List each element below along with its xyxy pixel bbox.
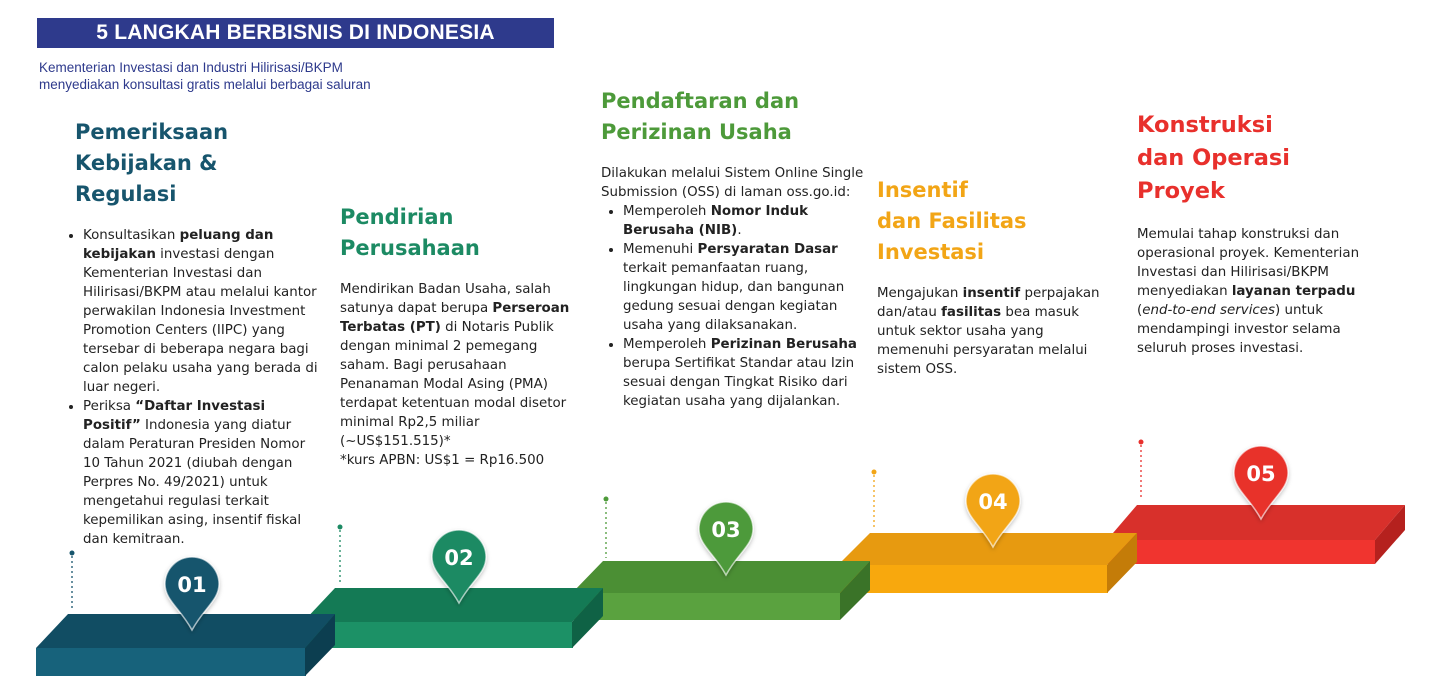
step-2-text: Mendirikan Badan Usaha, salah satunya dapat berupa Perseroan Terbatas (PT) di Notaris Publik dengan minimal 2 pemegang saham. Bagi perusahaan Penanaman Modal Asing (PMA) terdapat ketentuan modal disetor minimal Rp2,5 miliar (~US$151.515)* bbox=[340, 282, 570, 449]
step-3-title bbox=[601, 86, 866, 148]
step-3-title-line-1: Pendaftaran dan bbox=[601, 89, 800, 113]
step-5-text: Memulai tahap konstruksi dan operasional proyek. Kementerian Investasi dan Hilirisasi/BKPM menyediakan layanan terpadu (end-to-end services) untuk mendampingi investor selama seluruh proses investasi. bbox=[1137, 227, 1360, 356]
step-3-bullet-3: • Memperoleh Perizinan Berusaha berupa Sertifikat Standar atau Izin sesuai dengan Tingkat Risiko dari kegiatan usaha yang dijalankan. bbox=[623, 335, 866, 411]
step-4-title-line-3: Investasi bbox=[877, 240, 985, 264]
step-1-bullet-1: • Konsultasikan peluang dan kebijakan investasi dengan Kementerian Investasi dan Hilirisasi/BKPM atau melalui kantor perwakilan Indonesia Investment Promotion Centers (IIPC) yang tersebar di beberapa negara bagi calon pelaku usaha yang berada di luar negeri. bbox=[83, 226, 320, 397]
step-1-body bbox=[61, 226, 320, 549]
step-4 bbox=[877, 175, 1112, 379]
step-3-intro: Dilakukan melalui Sistem Online Single Submission (OSS) di laman oss.go.id: bbox=[601, 166, 864, 200]
pin-number-04: 04 bbox=[978, 490, 1008, 514]
step-1 bbox=[75, 117, 320, 549]
step-5-title-line-2: dan Operasi bbox=[1137, 145, 1291, 171]
pin-number-01: 01 bbox=[177, 573, 207, 597]
pin-number-03: 03 bbox=[711, 518, 741, 542]
page-title: 5 LANGKAH BERBISNIS DI INDONESIA bbox=[37, 18, 554, 48]
step-3-title-line-2: Perizinan Usaha bbox=[601, 120, 792, 144]
step-3-bullet-1: • Memperoleh Nomor Induk Berusaha (NIB). bbox=[623, 202, 866, 240]
step-5 bbox=[1137, 109, 1382, 358]
step-5-title-line-3: Proyek bbox=[1137, 178, 1225, 204]
step-1-title bbox=[75, 117, 320, 210]
step-4-text: Mengajukan insentif perpajakan dan/atau fasilitas bea masuk untuk sektor usaha yang memenuhi persyaratan melalui sistem OSS. bbox=[877, 286, 1100, 377]
step-5-title-line-1: Konstruksi bbox=[1137, 112, 1273, 138]
step-1-title-line-1: Pemeriksaan bbox=[75, 120, 229, 144]
step-4-body bbox=[877, 284, 1112, 379]
step-3-body bbox=[601, 164, 866, 411]
step-2 bbox=[340, 202, 570, 470]
step-4-title-line-1: Insentif bbox=[877, 178, 968, 202]
step-3 bbox=[601, 86, 866, 411]
step-5-title bbox=[1137, 109, 1382, 208]
pin-number-05: 05 bbox=[1246, 462, 1276, 486]
step-2-title bbox=[340, 202, 570, 264]
step-4-title-line-2: dan Fasilitas bbox=[877, 209, 1027, 233]
step-2-title-line-1: Pendirian bbox=[340, 205, 454, 229]
subtitle-line-1: Kementerian Investasi dan Industri Hilirisasi/BKPM bbox=[39, 60, 343, 75]
step-2-title-line-2: Perusahaan bbox=[340, 236, 480, 260]
subtitle-line-2: menyediakan konsultasi gratis melalui berbagai saluran bbox=[39, 77, 371, 92]
pin-number-02: 02 bbox=[444, 546, 474, 570]
step-1-title-line-2: Kebijakan & Regulasi bbox=[75, 151, 218, 206]
step-2-note: *kurs APBN: US$1 = Rp16.500 bbox=[340, 453, 545, 468]
step-1-bullet-2: • Periksa “Daftar Investasi Positif” Indonesia yang diatur dalam Peraturan Presiden Nomor 10 Tahun 2021 (diubah dengan Perpres No. 49/2021) untuk mengetahui regulasi terkait kepemilikan asing, insentif fiskal dan kemitraan. bbox=[83, 397, 320, 549]
step-4-title bbox=[877, 175, 1112, 268]
step-2-body bbox=[340, 280, 570, 470]
step-3-bullet-2: • Memenuhi Persyaratan Dasar terkait pemanfaatan ruang, lingkungan hidup, dan bangunan gedung sesuai dengan kegiatan usaha yang dilaksanakan. bbox=[623, 240, 866, 335]
step-5-body bbox=[1137, 225, 1382, 358]
